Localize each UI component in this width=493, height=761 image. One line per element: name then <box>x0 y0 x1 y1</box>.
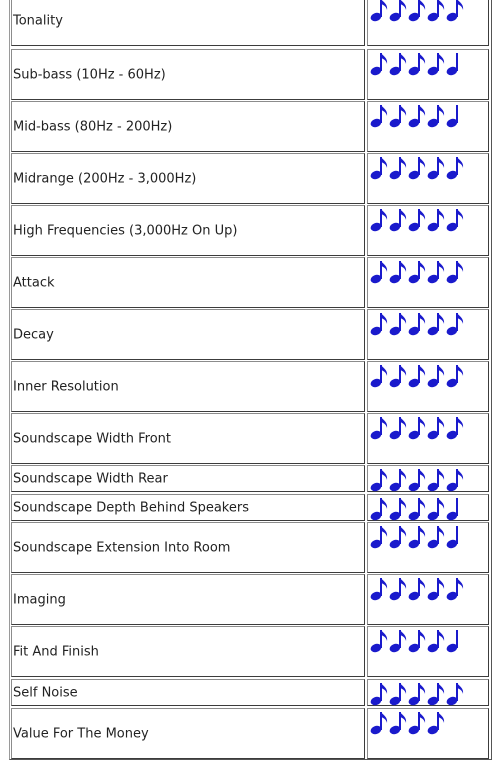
eighth-note-icon <box>445 416 464 440</box>
table-row <box>11 205 490 256</box>
eighth-note-icon <box>445 312 464 336</box>
eighth-note-icon <box>426 497 445 521</box>
table-row <box>11 257 490 308</box>
eighth-note-icon <box>445 364 464 388</box>
eighth-note-icon <box>388 577 407 601</box>
eighth-note-icon <box>407 52 426 76</box>
category-cell <box>11 0 365 46</box>
rating-notes <box>369 497 464 521</box>
rating-cell <box>367 494 489 521</box>
category-cell <box>11 522 365 573</box>
table-row <box>11 679 490 706</box>
eighth-note-icon <box>407 629 426 653</box>
eighth-note-icon <box>369 468 388 492</box>
rating-notes <box>369 208 464 232</box>
category-cell <box>11 465 365 492</box>
rating-notes <box>369 312 464 336</box>
eighth-note-icon <box>369 312 388 336</box>
category-label: High Frequencies (3,000Hz On Up) <box>13 223 238 238</box>
eighth-note-icon <box>445 682 464 706</box>
eighth-note-icon <box>388 52 407 76</box>
eighth-note-icon <box>388 468 407 492</box>
rating-cell <box>367 413 489 464</box>
rating-notes <box>369 711 445 735</box>
eighth-note-icon <box>426 711 445 735</box>
quarter-note-icon <box>445 104 464 128</box>
eighth-note-icon <box>426 682 445 706</box>
category-cell <box>11 574 365 625</box>
table-row <box>11 49 490 100</box>
eighth-note-icon <box>388 629 407 653</box>
rating-cell <box>367 0 489 46</box>
table-row <box>11 626 490 677</box>
quarter-note-icon <box>445 525 464 549</box>
rating-notes <box>369 0 464 22</box>
rating-notes <box>369 682 464 706</box>
eighth-note-icon <box>369 682 388 706</box>
eighth-note-icon <box>426 312 445 336</box>
category-label: Soundscape Depth Behind Speakers <box>13 500 249 515</box>
eighth-note-icon <box>426 104 445 128</box>
eighth-note-icon <box>388 312 407 336</box>
category-label: Decay <box>13 327 54 342</box>
rating-cell <box>367 708 489 759</box>
rating-cell <box>367 49 489 100</box>
category-cell <box>11 205 365 256</box>
eighth-note-icon <box>445 468 464 492</box>
eighth-note-icon <box>388 260 407 284</box>
eighth-note-icon <box>369 577 388 601</box>
category-label: Imaging <box>13 592 66 607</box>
eighth-note-icon <box>388 711 407 735</box>
category-label: Mid-bass (80Hz - 200Hz) <box>13 119 173 134</box>
quarter-note-icon <box>445 52 464 76</box>
eighth-note-icon <box>407 364 426 388</box>
category-label: Soundscape Width Front <box>13 431 171 446</box>
eighth-note-icon <box>407 577 426 601</box>
eighth-note-icon <box>369 0 388 22</box>
eighth-note-icon <box>426 629 445 653</box>
category-cell <box>11 101 365 152</box>
eighth-note-icon <box>388 682 407 706</box>
category-label: Value For The Money <box>13 726 149 741</box>
eighth-note-icon <box>407 497 426 521</box>
eighth-note-icon <box>445 260 464 284</box>
table-row <box>11 101 490 152</box>
rating-notes <box>369 629 464 653</box>
category-cell <box>11 257 365 308</box>
eighth-note-icon <box>426 525 445 549</box>
eighth-note-icon <box>407 208 426 232</box>
category-label: Midrange (200Hz - 3,000Hz) <box>13 171 197 186</box>
eighth-note-icon <box>369 156 388 180</box>
rating-notes <box>369 52 464 76</box>
table-row <box>11 708 490 759</box>
category-label: Inner Resolution <box>13 379 119 394</box>
rating-notes <box>369 577 464 601</box>
rating-cell <box>367 679 489 706</box>
eighth-note-icon <box>445 156 464 180</box>
eighth-note-icon <box>407 312 426 336</box>
eighth-note-icon <box>388 525 407 549</box>
eighth-note-icon <box>369 525 388 549</box>
eighth-note-icon <box>388 104 407 128</box>
eighth-note-icon <box>407 260 426 284</box>
eighth-note-icon <box>369 364 388 388</box>
rating-cell <box>367 309 489 360</box>
eighth-note-icon <box>426 156 445 180</box>
table-row <box>11 494 490 521</box>
eighth-note-icon <box>388 208 407 232</box>
category-label: Sub-bass (10Hz - 60Hz) <box>13 67 166 82</box>
rating-cell <box>367 522 489 573</box>
table-row <box>11 309 490 360</box>
table-row <box>11 574 490 625</box>
eighth-note-icon <box>388 0 407 22</box>
eighth-note-icon <box>407 156 426 180</box>
category-label: Attack <box>13 275 55 290</box>
rating-cell <box>367 361 489 412</box>
eighth-note-icon <box>369 416 388 440</box>
table-row <box>11 153 490 204</box>
eighth-note-icon <box>445 0 464 22</box>
table-row <box>11 465 490 492</box>
eighth-note-icon <box>407 416 426 440</box>
category-label: Tonality <box>13 13 63 28</box>
quarter-note-icon <box>445 497 464 521</box>
table-row <box>11 0 490 46</box>
category-label: Self Noise <box>13 685 78 700</box>
eighth-note-icon <box>426 577 445 601</box>
eighth-note-icon <box>445 577 464 601</box>
eighth-note-icon <box>369 260 388 284</box>
rating-cell <box>367 205 489 256</box>
table-row <box>11 361 490 412</box>
eighth-note-icon <box>426 364 445 388</box>
rating-notes <box>369 104 464 128</box>
category-cell <box>11 494 365 521</box>
category-cell <box>11 361 365 412</box>
category-label: Soundscape Width Rear <box>13 471 168 486</box>
eighth-note-icon <box>407 525 426 549</box>
eighth-note-icon <box>369 104 388 128</box>
rating-cell <box>367 153 489 204</box>
eighth-note-icon <box>369 497 388 521</box>
rating-cell <box>367 626 489 677</box>
eighth-note-icon <box>388 156 407 180</box>
eighth-note-icon <box>426 416 445 440</box>
eighth-note-icon <box>407 711 426 735</box>
rating-cell <box>367 574 489 625</box>
rating-notes <box>369 416 464 440</box>
eighth-note-icon <box>407 468 426 492</box>
eighth-note-icon <box>426 208 445 232</box>
eighth-note-icon <box>426 260 445 284</box>
category-cell <box>11 49 365 100</box>
table-row <box>11 522 490 573</box>
eighth-note-icon <box>426 0 445 22</box>
quarter-note-icon <box>445 629 464 653</box>
eighth-note-icon <box>445 208 464 232</box>
eighth-note-icon <box>369 629 388 653</box>
eighth-note-icon <box>388 497 407 521</box>
category-label: Fit And Finish <box>13 644 99 659</box>
eighth-note-icon <box>407 682 426 706</box>
rating-notes <box>369 525 464 549</box>
category-cell <box>11 153 365 204</box>
eighth-note-icon <box>388 416 407 440</box>
rating-cell <box>367 465 489 492</box>
eighth-note-icon <box>407 104 426 128</box>
rating-notes <box>369 260 464 284</box>
category-cell <box>11 626 365 677</box>
rating-notes <box>369 364 464 388</box>
category-label: Soundscape Extension Into Room <box>13 540 231 555</box>
rating-cell <box>367 257 489 308</box>
eighth-note-icon <box>388 364 407 388</box>
category-cell <box>11 679 365 706</box>
rating-notes <box>369 156 464 180</box>
eighth-note-icon <box>426 52 445 76</box>
category-cell <box>11 309 365 360</box>
eighth-note-icon <box>369 52 388 76</box>
rating-cell <box>367 101 489 152</box>
rating-notes <box>369 468 464 492</box>
category-cell <box>11 413 365 464</box>
eighth-note-icon <box>369 208 388 232</box>
eighth-note-icon <box>407 0 426 22</box>
eighth-note-icon <box>369 711 388 735</box>
eighth-note-icon <box>426 468 445 492</box>
category-cell <box>11 708 365 759</box>
table-row <box>11 413 490 464</box>
